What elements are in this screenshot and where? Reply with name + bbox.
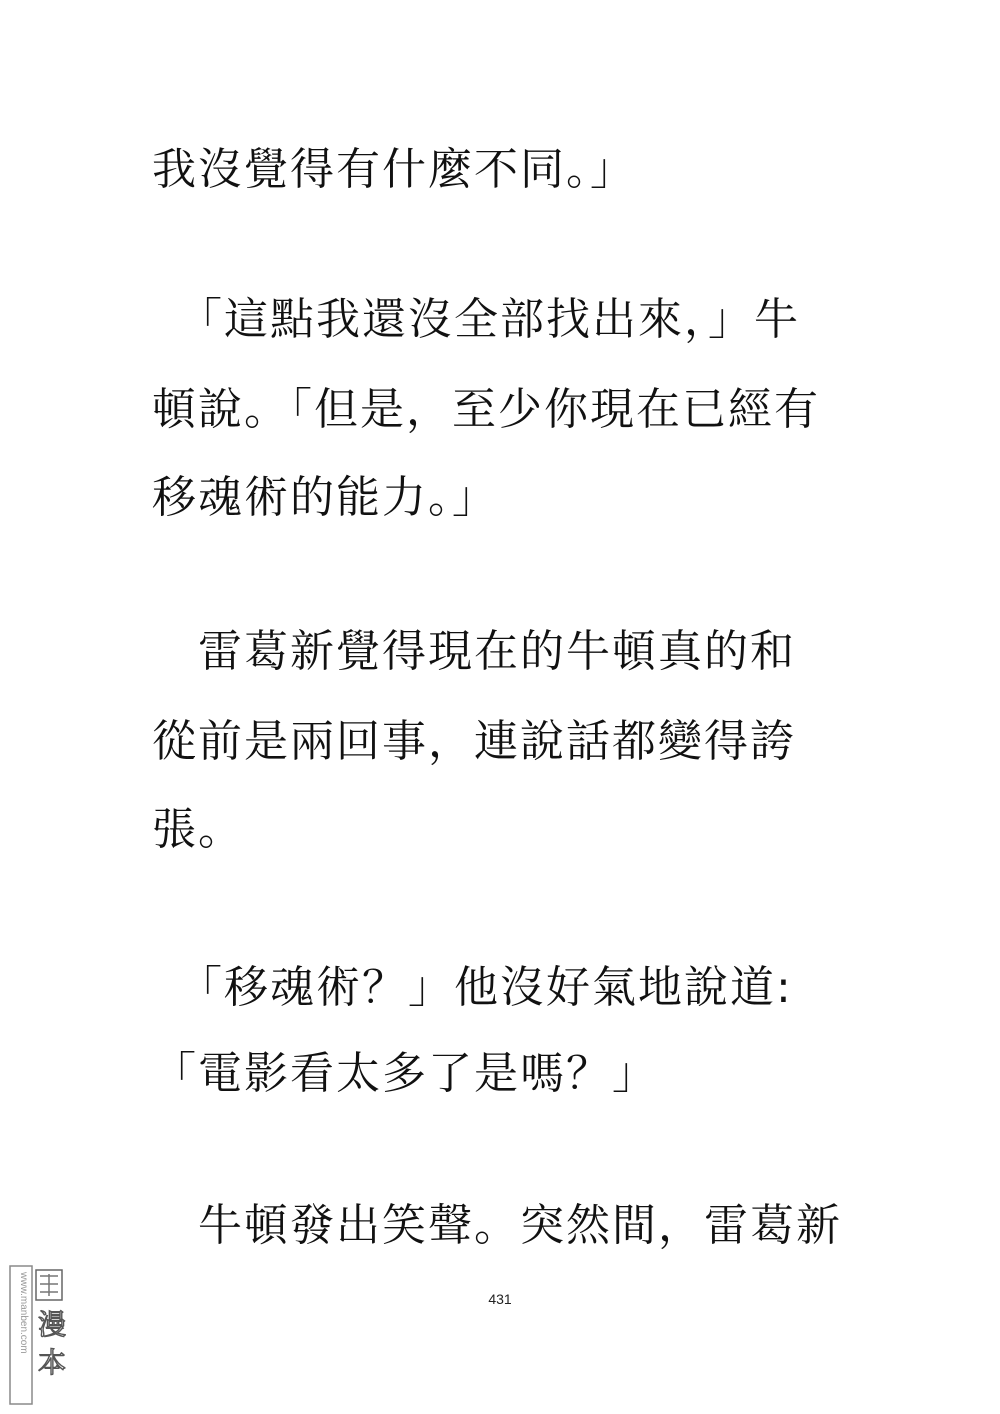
text-line-3: 頓說。「但是，至少你現在已經有 [152,384,820,435]
text-line-5: 雷葛新覺得現在的牛頓真的和 [198,626,796,677]
text-line-8: 「移魂術？」他沒好氣地說道: [178,962,793,1013]
text-line-2: 「這點我還沒全部找出來，」牛 [178,294,800,345]
text-line-10: 牛頓發出笑聲。突然間，雷葛新 [198,1200,842,1251]
text-line-1: 我沒覺得有什麼不同。」 [152,144,636,195]
text-line-6: 從前是兩回事，連說話都變得誇 [152,716,796,767]
watermark-text-2: 本 [38,1346,67,1379]
page-number: 431 [488,1291,512,1307]
text-line-7: 張。 [152,804,244,855]
watermark-url: www.manben.com [18,1272,29,1354]
text-line-4: 移魂術的能力。」 [152,472,498,523]
manben-watermark-logo [6,1262,68,1408]
watermark-text-1: 漫 [38,1308,67,1341]
text-line-9: 「電影看太多了是嗎？」 [152,1048,658,1099]
